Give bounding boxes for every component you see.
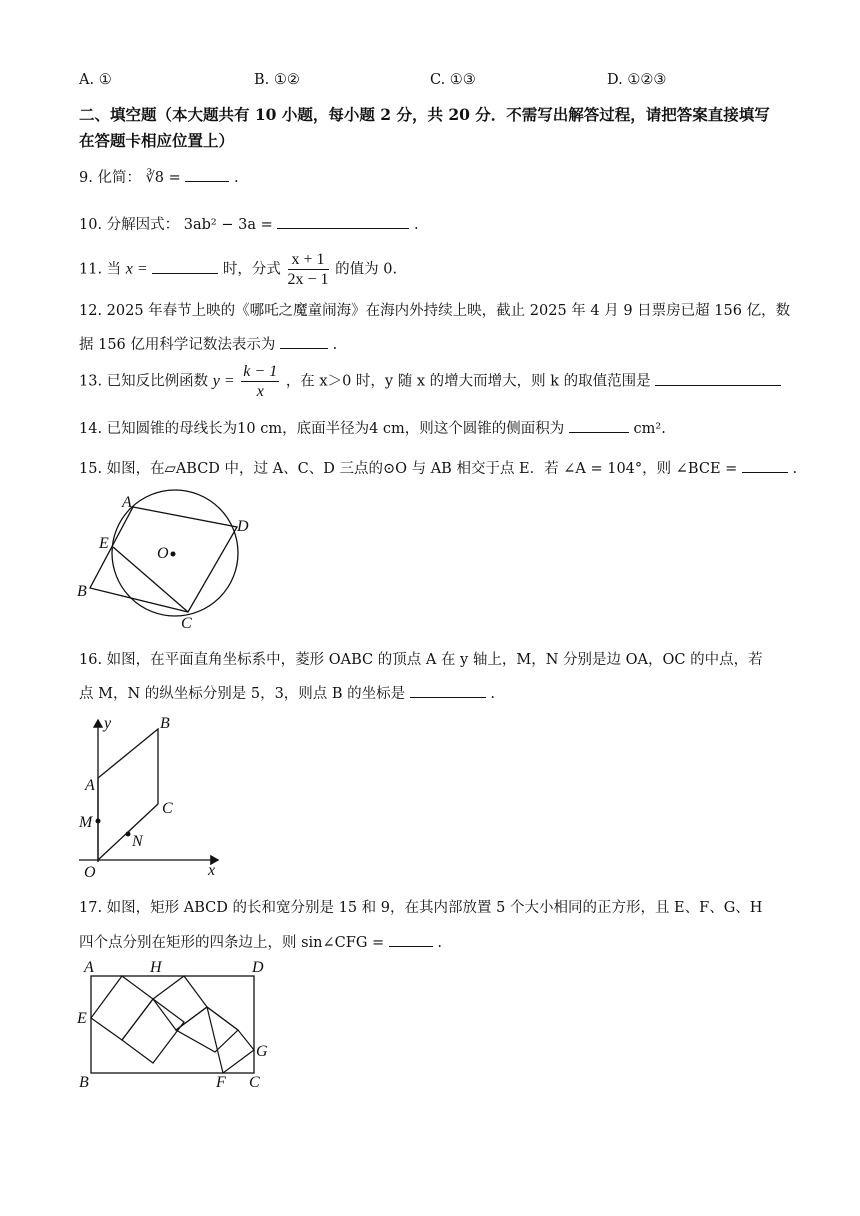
question-13: [79, 362, 781, 401]
q15-text: 15. 如图，在▱ABCD 中，过 A、C、D 三点的⊙O 与 AB 相交于点 E．若 ∠A = 104°，则 ∠BCE =: [79, 461, 738, 477]
q11-var: x =: [125, 260, 148, 278]
question-14: [79, 418, 666, 439]
q12-end: .: [332, 337, 338, 353]
question-17-line1: 17. 如图，矩形 ABCD 的长和宽分别是 15 和 9，在其内部放置 5 个大小相同的正方形，且 E、F、G、H: [79, 900, 763, 916]
label-c: C: [162, 800, 173, 817]
answer-blank[interactable]: [569, 418, 629, 433]
question-9: [79, 167, 239, 188]
answer-blank[interactable]: [185, 167, 229, 182]
q16-end: .: [490, 686, 496, 702]
rhombus-oabc: [98, 729, 158, 860]
q16-text: 点 M，N 的纵坐标分别是 5，3，则点 B 的坐标是: [79, 686, 406, 702]
q11-fraction: [288, 250, 329, 289]
square-3: [153, 976, 207, 1030]
question-12-line1: 12. 2025 年春节上映的《哪吒之魔童闹海》在海内外持续上映，截止 2025 年 4 月 9 日票房已超 156 亿，数: [79, 303, 791, 319]
answer-blank[interactable]: [152, 259, 218, 274]
section-title: 二、填空题（本大题共有 10 小题，每小题 2 分，共 20 分．不需写出解答过程，请把答案直接填写在答题卡相应位置上）: [79, 105, 770, 150]
q9-prefix: 9. 化简：: [79, 170, 141, 186]
q11-denominator: 2x − 1: [287, 271, 329, 288]
label-d: D: [237, 518, 249, 535]
label-e: E: [77, 1010, 87, 1027]
question-17-line2: [79, 932, 442, 953]
label-h: H: [150, 959, 162, 976]
q17-text: 四个点分别在矩形的四条边上，则 sin∠CFG =: [79, 935, 385, 951]
q10-end: .: [413, 217, 419, 233]
label-c: C: [249, 1074, 260, 1091]
label-m: M: [79, 814, 93, 831]
label-e: E: [99, 535, 109, 552]
q11-mid: 时，分式: [222, 261, 281, 278]
answer-blank[interactable]: [280, 334, 328, 349]
question-16-line2: [79, 683, 495, 704]
q13-rest: ，在 x＞0 时，y 随 x 的增大而增大，则 k 的取值范围是: [285, 373, 651, 390]
point-n: [126, 832, 131, 837]
center-point: [171, 552, 176, 557]
q12-text: 据 156 亿用科学记数法表示为: [79, 337, 276, 353]
square-4: [176, 1007, 238, 1052]
answer-blank[interactable]: [389, 932, 433, 947]
answer-blank[interactable]: [277, 214, 409, 229]
option-d: D. ①②③: [607, 72, 667, 88]
square-1: [91, 976, 153, 1040]
label-x: x: [208, 862, 216, 879]
figure-rhombus-coordinates: [74, 712, 234, 884]
q10-prefix: 10. 分解因式：: [79, 217, 180, 233]
answer-blank[interactable]: [742, 458, 788, 473]
label-a: A: [85, 777, 95, 794]
option-a: A. ①: [79, 72, 112, 88]
label-o: O: [157, 545, 169, 562]
squares-group: [91, 976, 254, 1073]
option-b: B. ①②: [254, 72, 300, 88]
q9-end: .: [234, 170, 239, 186]
label-a: A: [84, 959, 94, 976]
square-5: [207, 1007, 254, 1073]
label-b: B: [160, 715, 170, 732]
q14-unit: cm².: [633, 421, 666, 437]
question-10: [79, 214, 419, 235]
q14-text: 14. 已知圆锥的母线长为10 cm，底面半径为4 cm，则这个圆锥的侧面积为: [79, 421, 565, 437]
label-o: O: [84, 864, 96, 881]
answer-blank[interactable]: [410, 683, 486, 698]
q15-end: .: [792, 461, 798, 477]
label-b: B: [77, 583, 87, 600]
label-n: N: [132, 833, 143, 850]
q9-expr: ∛8 =: [145, 170, 181, 186]
figure-rectangle-squares: [74, 955, 284, 1095]
q10-expr: 3ab² − 3a =: [183, 217, 273, 233]
q13-y: y =: [212, 372, 235, 390]
label-y: y: [104, 715, 112, 732]
q11-numerator: x + 1: [288, 250, 329, 270]
question-16-line1: 16. 如图，在平面直角坐标系中，菱形 OABC 的顶点 A 在 y 轴上，M，N 分别是边 OA，OC 的中点，若: [79, 652, 763, 668]
square-2: [122, 999, 184, 1063]
figure-parallelogram-circle: [72, 488, 262, 634]
question-12-line2: [79, 334, 337, 355]
point-m: [96, 819, 101, 824]
q13-fraction: [241, 362, 279, 401]
label-b: B: [79, 1074, 89, 1091]
option-c: C. ①③: [430, 72, 476, 88]
label-a: A: [122, 494, 132, 511]
question-11: [79, 250, 397, 289]
answer-blank[interactable]: [655, 371, 781, 386]
label-c: C: [181, 615, 192, 632]
label-g: G: [256, 1043, 268, 1060]
q11-prefix: 11. 当: [79, 261, 122, 278]
question-15: [79, 458, 797, 479]
q13-prefix: 13. 已知反比例函数: [79, 373, 209, 390]
q17-end: .: [437, 935, 442, 951]
q13-numerator: k − 1: [243, 363, 278, 380]
q11-end: 的值为 0.: [335, 261, 398, 278]
label-d: D: [252, 959, 264, 976]
q13-denominator: x: [256, 383, 264, 400]
label-f: F: [216, 1074, 226, 1091]
